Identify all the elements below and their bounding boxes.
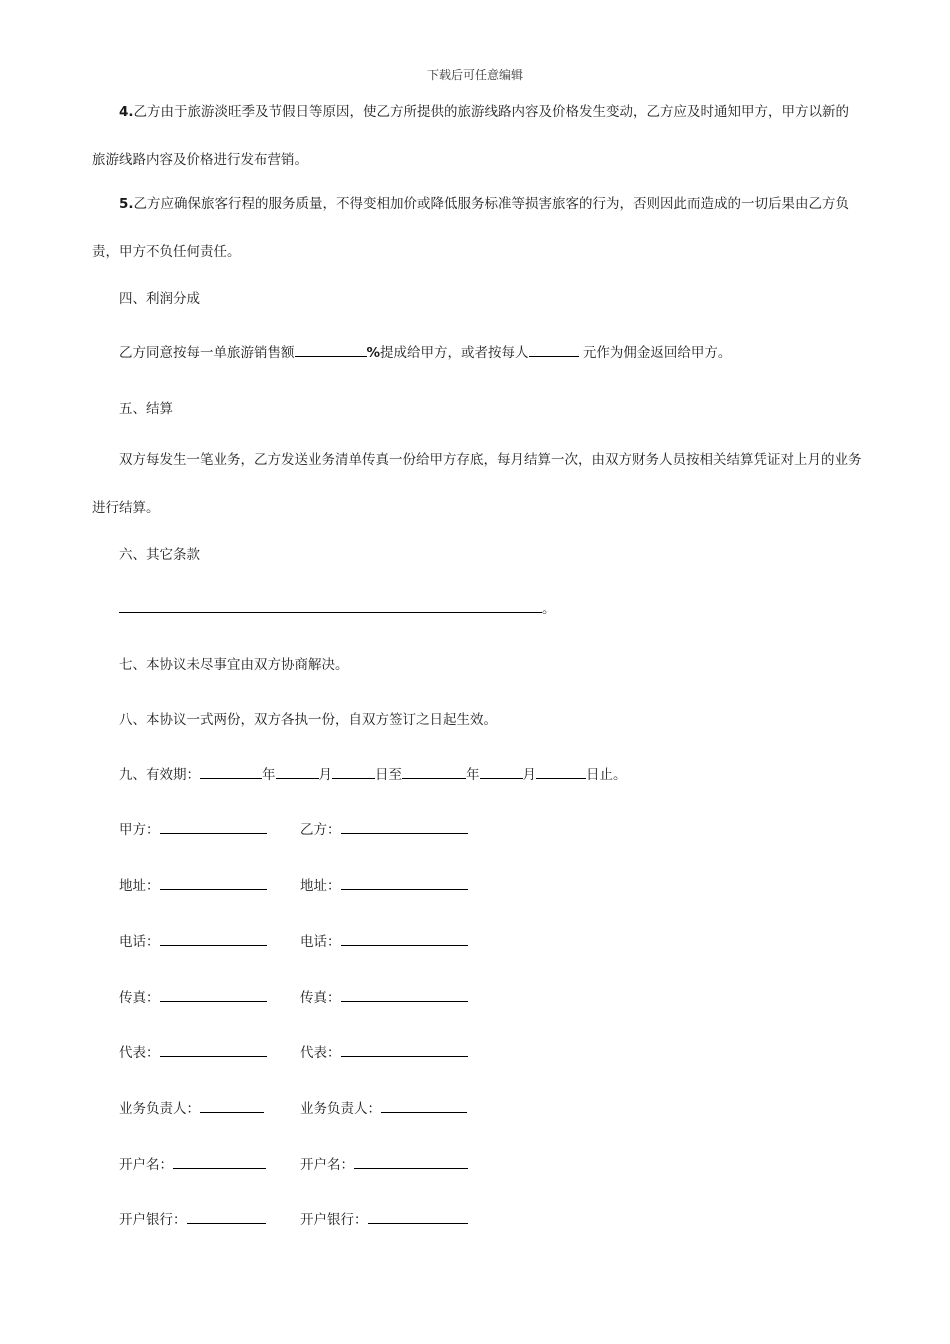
percent-sign: %	[366, 345, 381, 361]
fax-b-blank[interactable]	[341, 987, 468, 1002]
clause-5-number: 5.	[119, 196, 134, 212]
bank-a-label: 开户银行：	[119, 1212, 187, 1228]
section-5-text: 双方每发生一笔业务，乙方发送业务清单传真一份给甲方存底，每月结算一次，由双方财务人员按相关结算凭证对上月的业务进行结算。	[92, 452, 862, 516]
fax-b-field	[300, 986, 468, 1006]
manager-a-field	[119, 1097, 264, 1117]
rep-a-blank[interactable]	[160, 1042, 267, 1057]
fax-b-label: 传真：	[300, 990, 341, 1006]
bank-a-field	[119, 1208, 266, 1228]
fax-a-blank[interactable]	[160, 987, 267, 1002]
party-a-field	[119, 818, 267, 838]
section-5-title: 五、结算	[119, 401, 173, 417]
year-label: 年	[262, 767, 276, 783]
rep-b-field	[300, 1041, 468, 1061]
party-a-label: 甲方：	[119, 822, 160, 838]
bank-b-blank[interactable]	[368, 1209, 468, 1224]
address-b-blank[interactable]	[341, 875, 468, 890]
rep-a-label: 代表：	[119, 1045, 160, 1061]
clause-4	[92, 88, 862, 184]
start-month-blank[interactable]	[276, 764, 319, 779]
bank-b-field	[300, 1208, 468, 1228]
commission-percent-blank[interactable]	[295, 342, 367, 357]
section-4-mid: 提成给甲方，或者按每人	[380, 345, 529, 361]
section-6-title: 六、其它条款	[119, 547, 200, 563]
validity-label: 九、有效期：	[119, 767, 200, 783]
address-a-label: 地址：	[119, 878, 160, 894]
party-b-label: 乙方：	[300, 822, 341, 838]
account-a-blank[interactable]	[173, 1154, 266, 1169]
other-terms-blank[interactable]	[119, 598, 542, 613]
party-a-blank[interactable]	[160, 819, 267, 834]
phone-a-label: 电话：	[119, 934, 160, 950]
day-to-label: 日至	[375, 767, 402, 783]
fax-a-label: 传真：	[119, 990, 160, 1006]
phone-a-field	[119, 930, 267, 950]
manager-b-blank[interactable]	[381, 1098, 467, 1113]
manager-b-field	[300, 1097, 467, 1117]
party-b-field	[300, 818, 468, 838]
phone-a-blank[interactable]	[160, 931, 267, 946]
section-6-end: 。	[542, 601, 556, 617]
end-day-blank[interactable]	[536, 764, 586, 779]
address-b-field	[300, 874, 468, 894]
section-9	[119, 763, 627, 783]
phone-b-label: 电话：	[300, 934, 341, 950]
bank-b-label: 开户银行：	[300, 1212, 368, 1228]
clause-4-number: 4.	[119, 104, 134, 120]
section-8: 八、本协议一式两份，双方各执一份，自双方签订之日起生效。	[119, 712, 497, 728]
account-b-blank[interactable]	[354, 1154, 468, 1169]
page-header: 下载后可任意编辑	[426, 68, 523, 82]
section-4-pre: 乙方同意按每一单旅游销售额	[119, 345, 295, 361]
clause-5-text: 乙方应确保旅客行程的服务质量，不得变相加价或降低服务标准等损害旅客的行为，否则因此而造成的一切后果由乙方负责，甲方不负任何责任。	[92, 196, 850, 260]
fax-a-field	[119, 986, 267, 1006]
end-month-blank[interactable]	[480, 764, 523, 779]
month-label-2: 月	[522, 767, 536, 783]
account-a-label: 开户名：	[119, 1157, 173, 1173]
rep-a-field	[119, 1041, 267, 1061]
account-b-label: 开户名：	[300, 1157, 354, 1173]
year-label-2: 年	[466, 767, 480, 783]
phone-b-field	[300, 930, 468, 950]
start-day-blank[interactable]	[332, 764, 375, 779]
manager-a-label: 业务负责人：	[119, 1101, 200, 1117]
end-year-blank[interactable]	[402, 764, 466, 779]
rep-b-label: 代表：	[300, 1045, 341, 1061]
clause-4-text: 乙方由于旅游淡旺季及节假日等原因，使乙方所提供的旅游线路内容及价格发生变动，乙方应及时通知甲方，甲方以新的旅游线路内容及价格进行发布营销。	[92, 104, 850, 168]
day-end-label: 日止。	[586, 767, 627, 783]
address-a-field	[119, 874, 267, 894]
clause-5	[92, 180, 862, 276]
start-year-blank[interactable]	[200, 764, 262, 779]
address-b-label: 地址：	[300, 878, 341, 894]
manager-b-label: 业务负责人：	[300, 1101, 381, 1117]
rep-b-blank[interactable]	[341, 1042, 468, 1057]
section-7: 七、本协议未尽事宜由双方协商解决。	[119, 657, 349, 673]
section-6-blank-line	[119, 597, 556, 617]
bank-a-blank[interactable]	[187, 1209, 266, 1224]
month-label: 月	[318, 767, 332, 783]
party-b-blank[interactable]	[341, 819, 468, 834]
section-4-text	[119, 341, 731, 361]
address-a-blank[interactable]	[160, 875, 267, 890]
account-b-field	[300, 1153, 468, 1173]
section-4-title: 四、利润分成	[119, 291, 200, 307]
section-4-post: 元作为佣金返回给甲方。	[578, 345, 732, 361]
phone-b-blank[interactable]	[341, 931, 468, 946]
manager-a-blank[interactable]	[200, 1098, 264, 1113]
commission-amount-blank[interactable]	[529, 342, 579, 357]
account-a-field	[119, 1153, 266, 1173]
